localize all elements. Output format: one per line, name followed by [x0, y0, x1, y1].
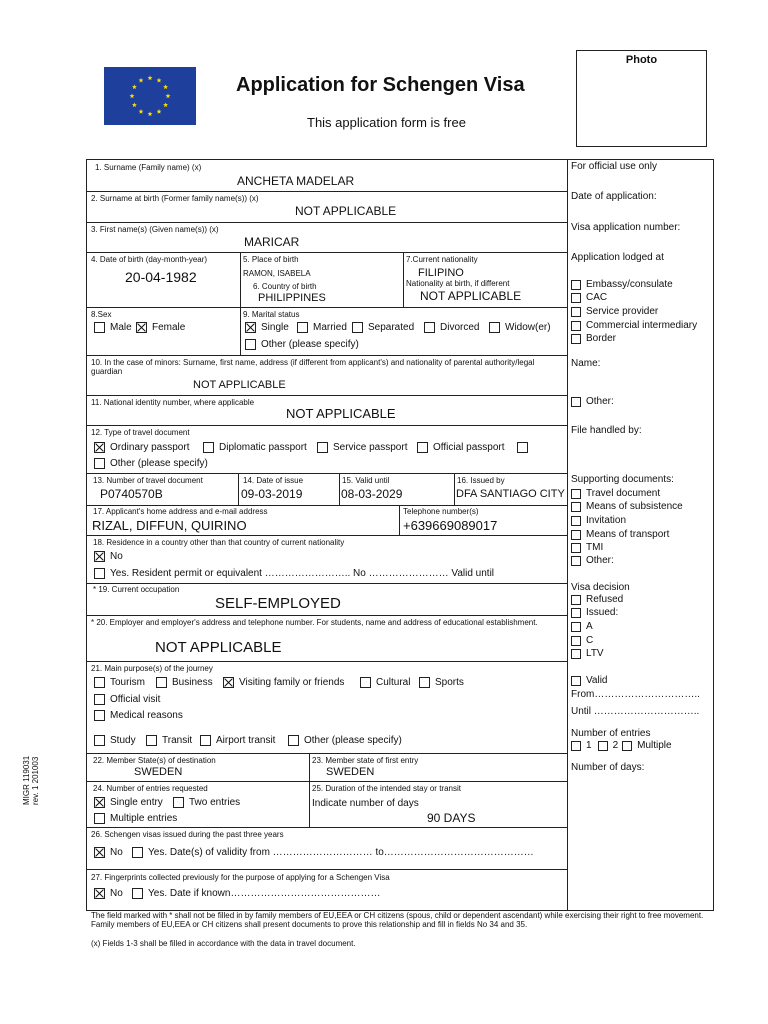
option-label: Sports — [435, 677, 464, 688]
field-8-label: 8.Sex — [91, 310, 112, 319]
checkbox[interactable] — [173, 797, 184, 808]
option-label: Separated — [368, 322, 415, 333]
visa-c-option[interactable] — [571, 635, 593, 646]
field-14-label: 14. Date of issue — [243, 476, 304, 485]
form-title: Application for Schengen Visa — [236, 74, 525, 96]
checkbox[interactable] — [571, 649, 581, 659]
lodged-at-label: Application lodged at — [571, 252, 664, 263]
option-label: Medical reasons — [110, 710, 183, 721]
checked-checkbox[interactable] — [94, 442, 105, 453]
surname-value: ANCHETA MADELAR — [237, 174, 355, 188]
official-passport-option[interactable] — [417, 442, 505, 453]
form-revision: rev. 1 201003 — [31, 756, 40, 805]
option-label: Study — [110, 735, 136, 746]
option-label: Divorced — [440, 322, 480, 333]
ltv-option[interactable] — [571, 648, 604, 659]
field-16-label: 16. Issued by — [457, 476, 505, 485]
subsistence-option[interactable] — [571, 501, 683, 512]
field-13-label: 13. Number of travel document — [93, 476, 203, 485]
checkbox[interactable] — [571, 543, 581, 553]
service-provider-option[interactable] — [571, 306, 658, 317]
nationality-value: FILIPINO — [418, 267, 464, 279]
checkbox[interactable] — [94, 710, 105, 721]
checkbox[interactable] — [571, 676, 581, 686]
refused-option[interactable] — [571, 594, 623, 605]
national-id-value: NOT APPLICABLE — [286, 406, 396, 421]
footnote-family-members: The field marked with * shall not be filled in by family members of EU,EEA or CH citizens (spous, child or dependent ascendant) while exercising their right to free movement. Family members of EU,EEA or CH citizens shall present documents to prove this relationship and fill in fields No 34 and 35. — [91, 911, 704, 929]
checked-checkbox[interactable] — [245, 322, 256, 333]
visa-application-number-label: Visa application number: — [571, 222, 681, 233]
field-1-label: 1. Surname (Family name) (x) — [95, 163, 202, 172]
option-label: Yes. Date(s) of validity from ………………………… to……………………………………… — [148, 847, 534, 858]
eu-flag-stars — [104, 67, 196, 125]
option-label: Single entry — [110, 797, 163, 808]
field-6-label: 6. Country of birth — [253, 282, 317, 291]
single-entry-option[interactable] — [94, 797, 163, 808]
option-label: Airport transit — [216, 735, 276, 746]
field-5-label: 5. Place of birth — [243, 255, 299, 264]
checkbox[interactable] — [571, 595, 581, 605]
checked-checkbox[interactable] — [94, 888, 105, 899]
checked-checkbox[interactable] — [94, 551, 105, 562]
purpose-airport-transit-option[interactable] — [200, 735, 275, 746]
option-label: TMI — [586, 542, 604, 553]
supporting-documents-label: Supporting documents: — [571, 474, 674, 485]
field-2-label: 2. Surname at birth (Former family name(s)) (x) — [91, 194, 259, 203]
commercial-intermediary-option[interactable] — [571, 320, 697, 331]
field-15-label: 15. Valid until — [342, 476, 390, 485]
option-label: Yes. Date if known……………………………………… — [148, 888, 381, 899]
option-label: Commercial intermediary — [586, 320, 698, 331]
option-label: CAC — [586, 292, 608, 303]
file-handled-label: File handled by: — [571, 425, 642, 436]
valid-until-value: 08-03-2029 — [341, 487, 403, 501]
checkbox[interactable] — [571, 556, 581, 566]
guardian-value: NOT APPLICABLE — [193, 379, 286, 391]
other-option[interactable] — [571, 396, 614, 407]
checkbox[interactable] — [571, 321, 581, 331]
option-label: Service passport — [333, 442, 408, 453]
eu-flag-icon — [104, 67, 196, 125]
number-of-days-label: Indicate number of days — [312, 798, 419, 809]
sex-male-option[interactable] — [94, 322, 132, 333]
option-label: Issued: — [586, 607, 619, 618]
checkbox[interactable] — [622, 741, 632, 751]
checkbox[interactable] — [424, 322, 435, 333]
date-of-issue-value: 09-03-2019 — [241, 487, 303, 501]
first-name-value: MARICAR — [244, 235, 300, 249]
option-label: Multiple entries — [110, 813, 178, 824]
checkbox[interactable] — [571, 530, 581, 540]
option-label: 1 — [586, 740, 592, 751]
option-label: Valid — [586, 675, 608, 686]
checkbox[interactable] — [94, 322, 105, 333]
checkbox[interactable] — [200, 735, 211, 746]
field-18-label: 18. Residence in a country other than that country of current nationality — [93, 538, 345, 547]
fingerprints-yes-option[interactable] — [132, 888, 380, 899]
field-25-label: 25. Duration of the intended stay or transit — [312, 784, 461, 793]
valid-option[interactable] — [571, 675, 608, 686]
option-label: Official passport — [433, 442, 505, 453]
surname-at-birth-value: NOT APPLICABLE — [295, 204, 397, 218]
checkbox[interactable] — [94, 458, 105, 469]
option-label: Means of transport — [586, 529, 670, 540]
option-label: Other (please specify) — [110, 458, 208, 469]
field-11-label: 11. National identity number, where applicable — [91, 398, 255, 407]
field-7-label: 7.Current nationality — [406, 255, 478, 264]
purpose-other-option[interactable] — [288, 735, 402, 746]
official-use-panel — [566, 159, 714, 911]
form-code — [22, 756, 40, 805]
multiple-entries-option[interactable] — [94, 813, 177, 824]
option-label: Yes. Resident permit or equivalent …………………….. No …………………… Valid until — [110, 568, 495, 579]
telephone-value: +639669089017 — [403, 518, 498, 533]
checkbox[interactable] — [132, 847, 143, 858]
option-label: No — [110, 888, 123, 899]
option-label: Ordinary passport — [110, 442, 190, 453]
purpose-medical-option[interactable] — [94, 710, 183, 721]
visa-decision-label: Visa decision — [571, 582, 630, 593]
checked-checkbox[interactable] — [94, 847, 105, 858]
option-label: Other: — [586, 555, 614, 566]
field-3-label: 3. First name(s) (Given name(s)) (x) — [91, 225, 219, 234]
field-21-label: 21. Main purpose(s) of the journey — [91, 664, 213, 673]
tmi-option[interactable] — [571, 542, 603, 553]
issued-option[interactable] — [571, 607, 618, 618]
purpose-tourism-option[interactable] — [94, 677, 145, 688]
field-23-label: 23. Member state of first entry — [312, 756, 419, 765]
purpose-official-option[interactable] — [94, 694, 160, 705]
country-of-birth-value: PHILIPPINES — [258, 292, 326, 304]
checked-checkbox[interactable] — [136, 322, 147, 333]
checkbox[interactable] — [297, 322, 308, 333]
checkbox[interactable] — [94, 813, 105, 824]
nationality-at-birth-label: Nationality at birth, if different — [406, 279, 510, 288]
valid-until-field: Until ………………………….. — [571, 706, 700, 717]
embassy-option[interactable] — [571, 279, 673, 290]
service-passport-option[interactable] — [317, 442, 407, 453]
checkbox[interactable] — [146, 735, 157, 746]
form-subtitle: This application form is free — [307, 115, 466, 130]
marital-widow-option[interactable] — [489, 322, 551, 333]
checked-checkbox[interactable] — [94, 797, 105, 808]
option-label: Multiple — [637, 740, 672, 751]
field-9-label: 9. Marital status — [243, 310, 300, 319]
fingerprints-no-option[interactable] — [94, 888, 123, 899]
option-label: Transit — [162, 735, 193, 746]
option-label: Visiting family or friends — [239, 677, 345, 688]
diplomatic-passport-option[interactable] — [203, 442, 307, 453]
date-of-application-label: Date of application: — [571, 191, 657, 202]
valid-from-field: From………………………….. — [571, 689, 700, 700]
checkbox[interactable] — [571, 489, 581, 499]
checkbox[interactable] — [132, 888, 143, 899]
name-label: Name: — [571, 358, 601, 369]
option-label: No — [110, 847, 123, 858]
option-label: Refused — [586, 594, 624, 605]
marital-other-option[interactable] — [245, 339, 359, 350]
previous-visas-yes-option[interactable] — [132, 847, 534, 858]
checkbox[interactable] — [571, 622, 581, 632]
option-label: Diplomatic passport — [219, 442, 307, 453]
checkbox[interactable] — [317, 442, 328, 453]
purpose-cultural-option[interactable] — [360, 677, 410, 688]
nationality-at-birth-value: NOT APPLICABLE — [420, 289, 522, 303]
ordinary-passport-option[interactable] — [94, 442, 189, 453]
checkbox[interactable] — [571, 397, 581, 407]
marital-single-option[interactable] — [245, 322, 289, 333]
number-of-days-official-label: Number of days: — [571, 762, 645, 773]
issued-by-value: DFA SANTIAGO CITY — [456, 488, 565, 500]
entries-options — [571, 740, 672, 751]
option-label: Means of subsistence — [586, 501, 683, 512]
two-entries-option[interactable] — [173, 797, 240, 808]
option-label: No — [110, 551, 123, 562]
checkbox[interactable] — [94, 735, 105, 746]
option-label: Official visit — [110, 694, 161, 705]
telephone-label: Telephone number(s) — [403, 507, 479, 516]
form-code-number: MIGR 119031 — [22, 755, 31, 805]
purpose-sports-option[interactable] — [419, 677, 464, 688]
purpose-visiting-option[interactable] — [223, 677, 344, 688]
checkbox[interactable] — [94, 568, 105, 579]
checkbox[interactable] — [360, 677, 371, 688]
purpose-transit-option[interactable] — [146, 735, 192, 746]
option-label: Invitation — [586, 515, 627, 526]
checkbox[interactable] — [419, 677, 430, 688]
field-22-label: 22. Member State(s) of destination — [93, 756, 216, 765]
option-label: Single — [261, 322, 289, 333]
field-27-label: 27. Fingerprints collected previously for the purpose of applying for a Schengen Visa — [91, 873, 390, 882]
cac-option[interactable] — [571, 292, 607, 303]
field-4-label: 4. Date of birth (day-month-year) — [91, 255, 208, 264]
option-label: Service provider — [586, 306, 659, 317]
marital-separated-option[interactable] — [352, 322, 414, 333]
residence-yes-option[interactable] — [94, 568, 494, 579]
option-label: Business — [172, 677, 213, 688]
checkbox[interactable] — [571, 293, 581, 303]
checkbox[interactable] — [571, 608, 581, 618]
checkbox[interactable] — [288, 735, 299, 746]
option-label: Embassy/consulate — [586, 279, 673, 290]
checkbox[interactable] — [417, 442, 428, 453]
photo-box — [576, 50, 707, 147]
sex-female-option[interactable] — [136, 322, 185, 333]
official-use-title: For official use only — [571, 161, 657, 172]
checkbox[interactable] — [94, 677, 105, 688]
other-document-official-option[interactable] — [571, 555, 614, 566]
destination-value: SWEDEN — [134, 766, 183, 778]
duration-value: 90 DAYS — [427, 811, 476, 825]
option-label: LTV — [586, 648, 604, 659]
application-form — [86, 159, 568, 911]
option-label: Border — [586, 333, 617, 344]
option-label: Other (please specify) — [261, 339, 359, 350]
option-label: Travel document — [586, 488, 661, 499]
first-entry-value: SWEDEN — [326, 766, 375, 778]
checkbox[interactable] — [571, 741, 581, 751]
option-label: Widow(er) — [505, 322, 551, 333]
document-number-value: P0740570B — [100, 487, 163, 501]
checkbox[interactable] — [156, 677, 167, 688]
checkbox[interactable] — [571, 280, 581, 290]
extra-passport-option[interactable] — [517, 442, 533, 453]
checkbox[interactable] — [94, 694, 105, 705]
option-label: Other: — [586, 396, 614, 407]
checkbox[interactable] — [245, 339, 256, 350]
invitation-option[interactable] — [571, 515, 626, 526]
checkbox[interactable] — [571, 636, 581, 646]
purpose-business-option[interactable] — [156, 677, 213, 688]
field-26-label: 26. Schengen visas issued during the past three years — [91, 830, 284, 839]
checkbox[interactable] — [598, 741, 608, 751]
checkbox[interactable] — [571, 334, 581, 344]
border-option[interactable] — [571, 333, 616, 344]
marital-married-option[interactable] — [297, 322, 347, 333]
option-label: Two entries — [189, 797, 241, 808]
transport-option[interactable] — [571, 529, 669, 540]
number-of-entries-label: Number of entries — [571, 728, 651, 739]
option-label: Male — [110, 322, 132, 333]
field-19-label: * 19. Current occupation — [93, 585, 180, 594]
checkbox[interactable] — [203, 442, 214, 453]
option-label: C — [586, 635, 594, 646]
option-label: 2 — [612, 740, 619, 751]
residence-no-option[interactable] — [94, 551, 123, 562]
travel-document-option[interactable] — [571, 488, 660, 499]
field-20-label: * 20. Employer and employer's address and telephone number. For students, name and address of educational establishment. — [91, 618, 538, 627]
checkbox[interactable] — [517, 442, 528, 453]
checkbox[interactable] — [571, 516, 581, 526]
checked-checkbox[interactable] — [223, 677, 234, 688]
occupation-value: SELF-EMPLOYED — [215, 595, 341, 612]
option-label: Married — [313, 322, 347, 333]
marital-divorced-option[interactable] — [424, 322, 479, 333]
footnote-fields-1-3: (x) Fields 1-3 shall be filled in accordance with the data in travel document. — [91, 939, 356, 948]
checkbox[interactable] — [489, 322, 500, 333]
checkbox[interactable] — [571, 307, 581, 317]
purpose-study-option[interactable] — [94, 735, 136, 746]
field-24-label: 24. Number of entries requested — [93, 784, 208, 793]
option-label: Female — [152, 322, 186, 333]
place-of-birth-value: RAMON, ISABELA — [243, 269, 311, 278]
option-label: Tourism — [110, 677, 146, 688]
other-document-option[interactable] — [94, 458, 208, 469]
previous-visas-no-option[interactable] — [94, 847, 123, 858]
field-17-label: 17. Applicant's home address and e-mail address — [93, 507, 268, 516]
field-10-label: 10. In the case of minors: Surname, first name, address (if different from applicant's) and nationality of parental authority/legal guardian — [91, 358, 535, 376]
checkbox[interactable] — [571, 502, 581, 512]
checkbox[interactable] — [352, 322, 363, 333]
field-12-label: 12. Type of travel document — [91, 428, 190, 437]
option-label: Other (please specify) — [304, 735, 402, 746]
visa-a-option[interactable] — [571, 621, 593, 632]
option-label: A — [586, 621, 593, 632]
home-address-value: RIZAL, DIFFUN, QUIRINO — [92, 518, 247, 533]
option-label: Cultural — [376, 677, 411, 688]
employer-value: NOT APPLICABLE — [155, 639, 282, 656]
date-of-birth-value: 20-04-1982 — [125, 269, 197, 285]
photo-label: Photo — [625, 54, 658, 66]
